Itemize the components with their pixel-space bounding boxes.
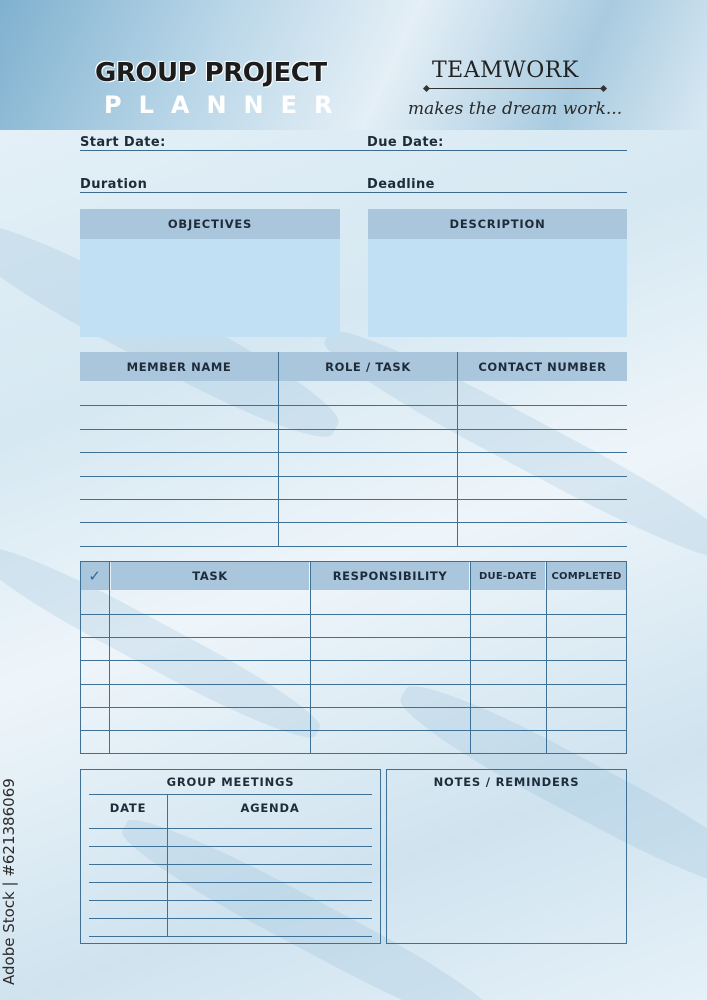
checkmark-icon: ✓: [81, 562, 109, 590]
role-task-header: ROLE / TASK: [279, 352, 457, 381]
table-row[interactable]: [80, 405, 627, 406]
meeting-row[interactable]: [89, 918, 372, 919]
page-title: GROUP PROJECT: [95, 58, 327, 88]
meetings-title-divider: [89, 794, 372, 795]
meeting-row[interactable]: [89, 882, 372, 883]
meeting-row[interactable]: [89, 864, 372, 865]
deadline-label: Deadline: [367, 177, 435, 192]
meeting-row[interactable]: [89, 828, 372, 829]
table-row[interactable]: [80, 476, 627, 477]
column-divider: [109, 561, 110, 754]
table-row[interactable]: [80, 684, 627, 685]
due-date-header: DUE-DATE: [471, 562, 545, 590]
stock-watermark: Adobe Stock | #621386069: [0, 778, 18, 985]
objectives-heading: OBJECTIVES: [80, 209, 340, 239]
meeting-row[interactable]: [89, 846, 372, 847]
start-date-field[interactable]: [80, 150, 367, 151]
start-date-label: Start Date:: [80, 135, 166, 150]
table-row[interactable]: [80, 522, 627, 523]
due-date-field[interactable]: [367, 150, 627, 151]
responsibility-header: RESPONSIBILITY: [311, 562, 469, 590]
contact-number-header: CONTACT NUMBER: [458, 352, 627, 381]
table-row[interactable]: [80, 429, 627, 430]
table-row[interactable]: [80, 637, 627, 638]
meeting-row[interactable]: [89, 936, 372, 937]
due-date-label: Due Date:: [367, 135, 444, 150]
column-divider: [278, 352, 279, 546]
duration-field[interactable]: [80, 192, 367, 193]
meeting-agenda-header: AGENDA: [240, 801, 300, 815]
column-divider: [470, 561, 471, 754]
member-name-header: MEMBER NAME: [80, 352, 278, 381]
task-header: TASK: [111, 562, 309, 590]
duration-label: Duration: [80, 177, 148, 192]
column-divider: [167, 795, 168, 937]
table-row[interactable]: [80, 452, 627, 453]
notes-title: NOTES / REMINDERS: [433, 775, 580, 789]
column-divider: [457, 352, 458, 546]
group-meetings-title: GROUP MEETINGS: [166, 775, 295, 789]
completed-header: COMPLETED: [547, 562, 626, 590]
meeting-date-header: DATE: [109, 801, 147, 815]
brand-title: TEAMWORK: [432, 58, 579, 83]
column-divider: [310, 561, 311, 754]
deadline-field[interactable]: [367, 192, 627, 193]
column-divider: [546, 561, 547, 754]
table-row[interactable]: [80, 660, 627, 661]
notes-panel[interactable]: [386, 769, 627, 944]
page-subtitle: PLANNER: [104, 91, 350, 119]
description-heading: DESCRIPTION: [368, 209, 627, 239]
table-row[interactable]: [80, 499, 627, 500]
brand-divider: [426, 88, 604, 89]
table-row[interactable]: [80, 546, 627, 547]
brand-tagline: makes the dream work...: [408, 99, 623, 119]
table-row[interactable]: [80, 730, 627, 731]
meeting-row[interactable]: [89, 900, 372, 901]
table-row[interactable]: [80, 707, 627, 708]
table-row[interactable]: [80, 614, 627, 615]
